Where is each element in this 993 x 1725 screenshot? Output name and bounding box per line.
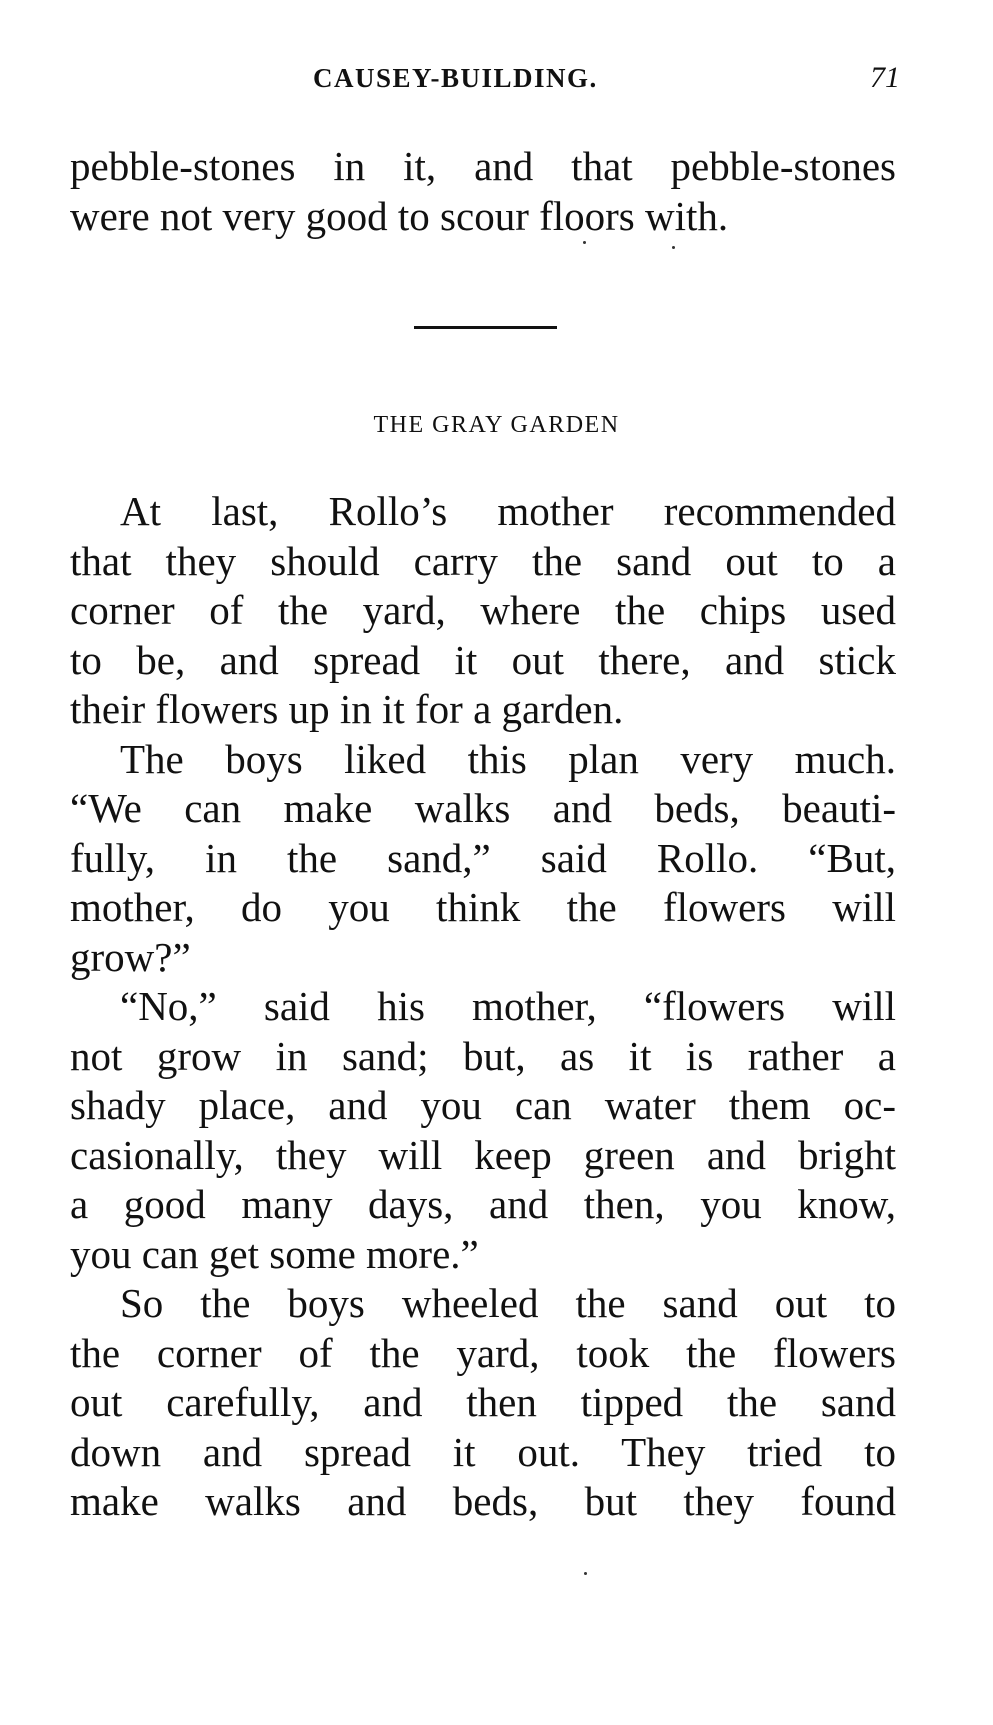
text-line: that they should carry the sand out to a xyxy=(70,537,896,584)
section-divider xyxy=(414,326,557,329)
text-line: casionally, they will keep green and bright xyxy=(70,1131,896,1178)
text-line: mother, do you think the flowers will xyxy=(70,884,896,930)
text-line: down and spread it out. They tried to xyxy=(70,1428,896,1475)
page-number: 71 xyxy=(870,61,900,94)
text-line: At last, Rollo’s mother recommended xyxy=(120,488,896,534)
running-title: CAUSEY-BUILDING. xyxy=(313,63,598,93)
running-head xyxy=(0,58,993,98)
print-speck xyxy=(583,241,586,244)
text-line: grow?” xyxy=(70,933,191,980)
text-line: The boys liked this plan very much. xyxy=(120,735,896,782)
text-line: make walks and beds, but they found xyxy=(70,1478,896,1524)
chapter-text xyxy=(70,487,896,1527)
section-heading: THE GRAY GARDEN xyxy=(373,412,620,438)
text-line: pebble-stones in it, and that pebble-stones xyxy=(70,143,896,189)
text-line: “We can make walks and beds, beauti- xyxy=(70,785,896,831)
text-line: you can get some more.” xyxy=(70,1230,479,1277)
text-line: shady place, and you can water them oc- xyxy=(70,1082,896,1128)
text-line: to be, and spread it out there, and stick xyxy=(70,636,896,683)
text-line: a good many days, and then, you know, xyxy=(70,1181,896,1227)
text-line: their flowers up in it for a garden. xyxy=(70,686,624,732)
text-line: out carefully, and then tipped the sand xyxy=(70,1379,896,1425)
text-line: corner of the yard, where the chips used xyxy=(70,587,896,633)
continuation-paragraph xyxy=(70,142,896,241)
print-speck xyxy=(584,1572,587,1575)
text-line: were not very good to scour floors with. xyxy=(70,192,729,239)
text-line: not grow in sand; but, as it is rather a xyxy=(70,1032,896,1079)
text-line: the corner of the yard, took the flowers xyxy=(70,1329,896,1376)
text-line: So the boys wheeled the sand out to xyxy=(120,1280,896,1326)
print-speck xyxy=(672,246,675,249)
text-line: “No,” said his mother, “flowers will xyxy=(120,983,896,1029)
text-line: fully, in the sand,” said Rollo. “But, xyxy=(70,834,896,881)
